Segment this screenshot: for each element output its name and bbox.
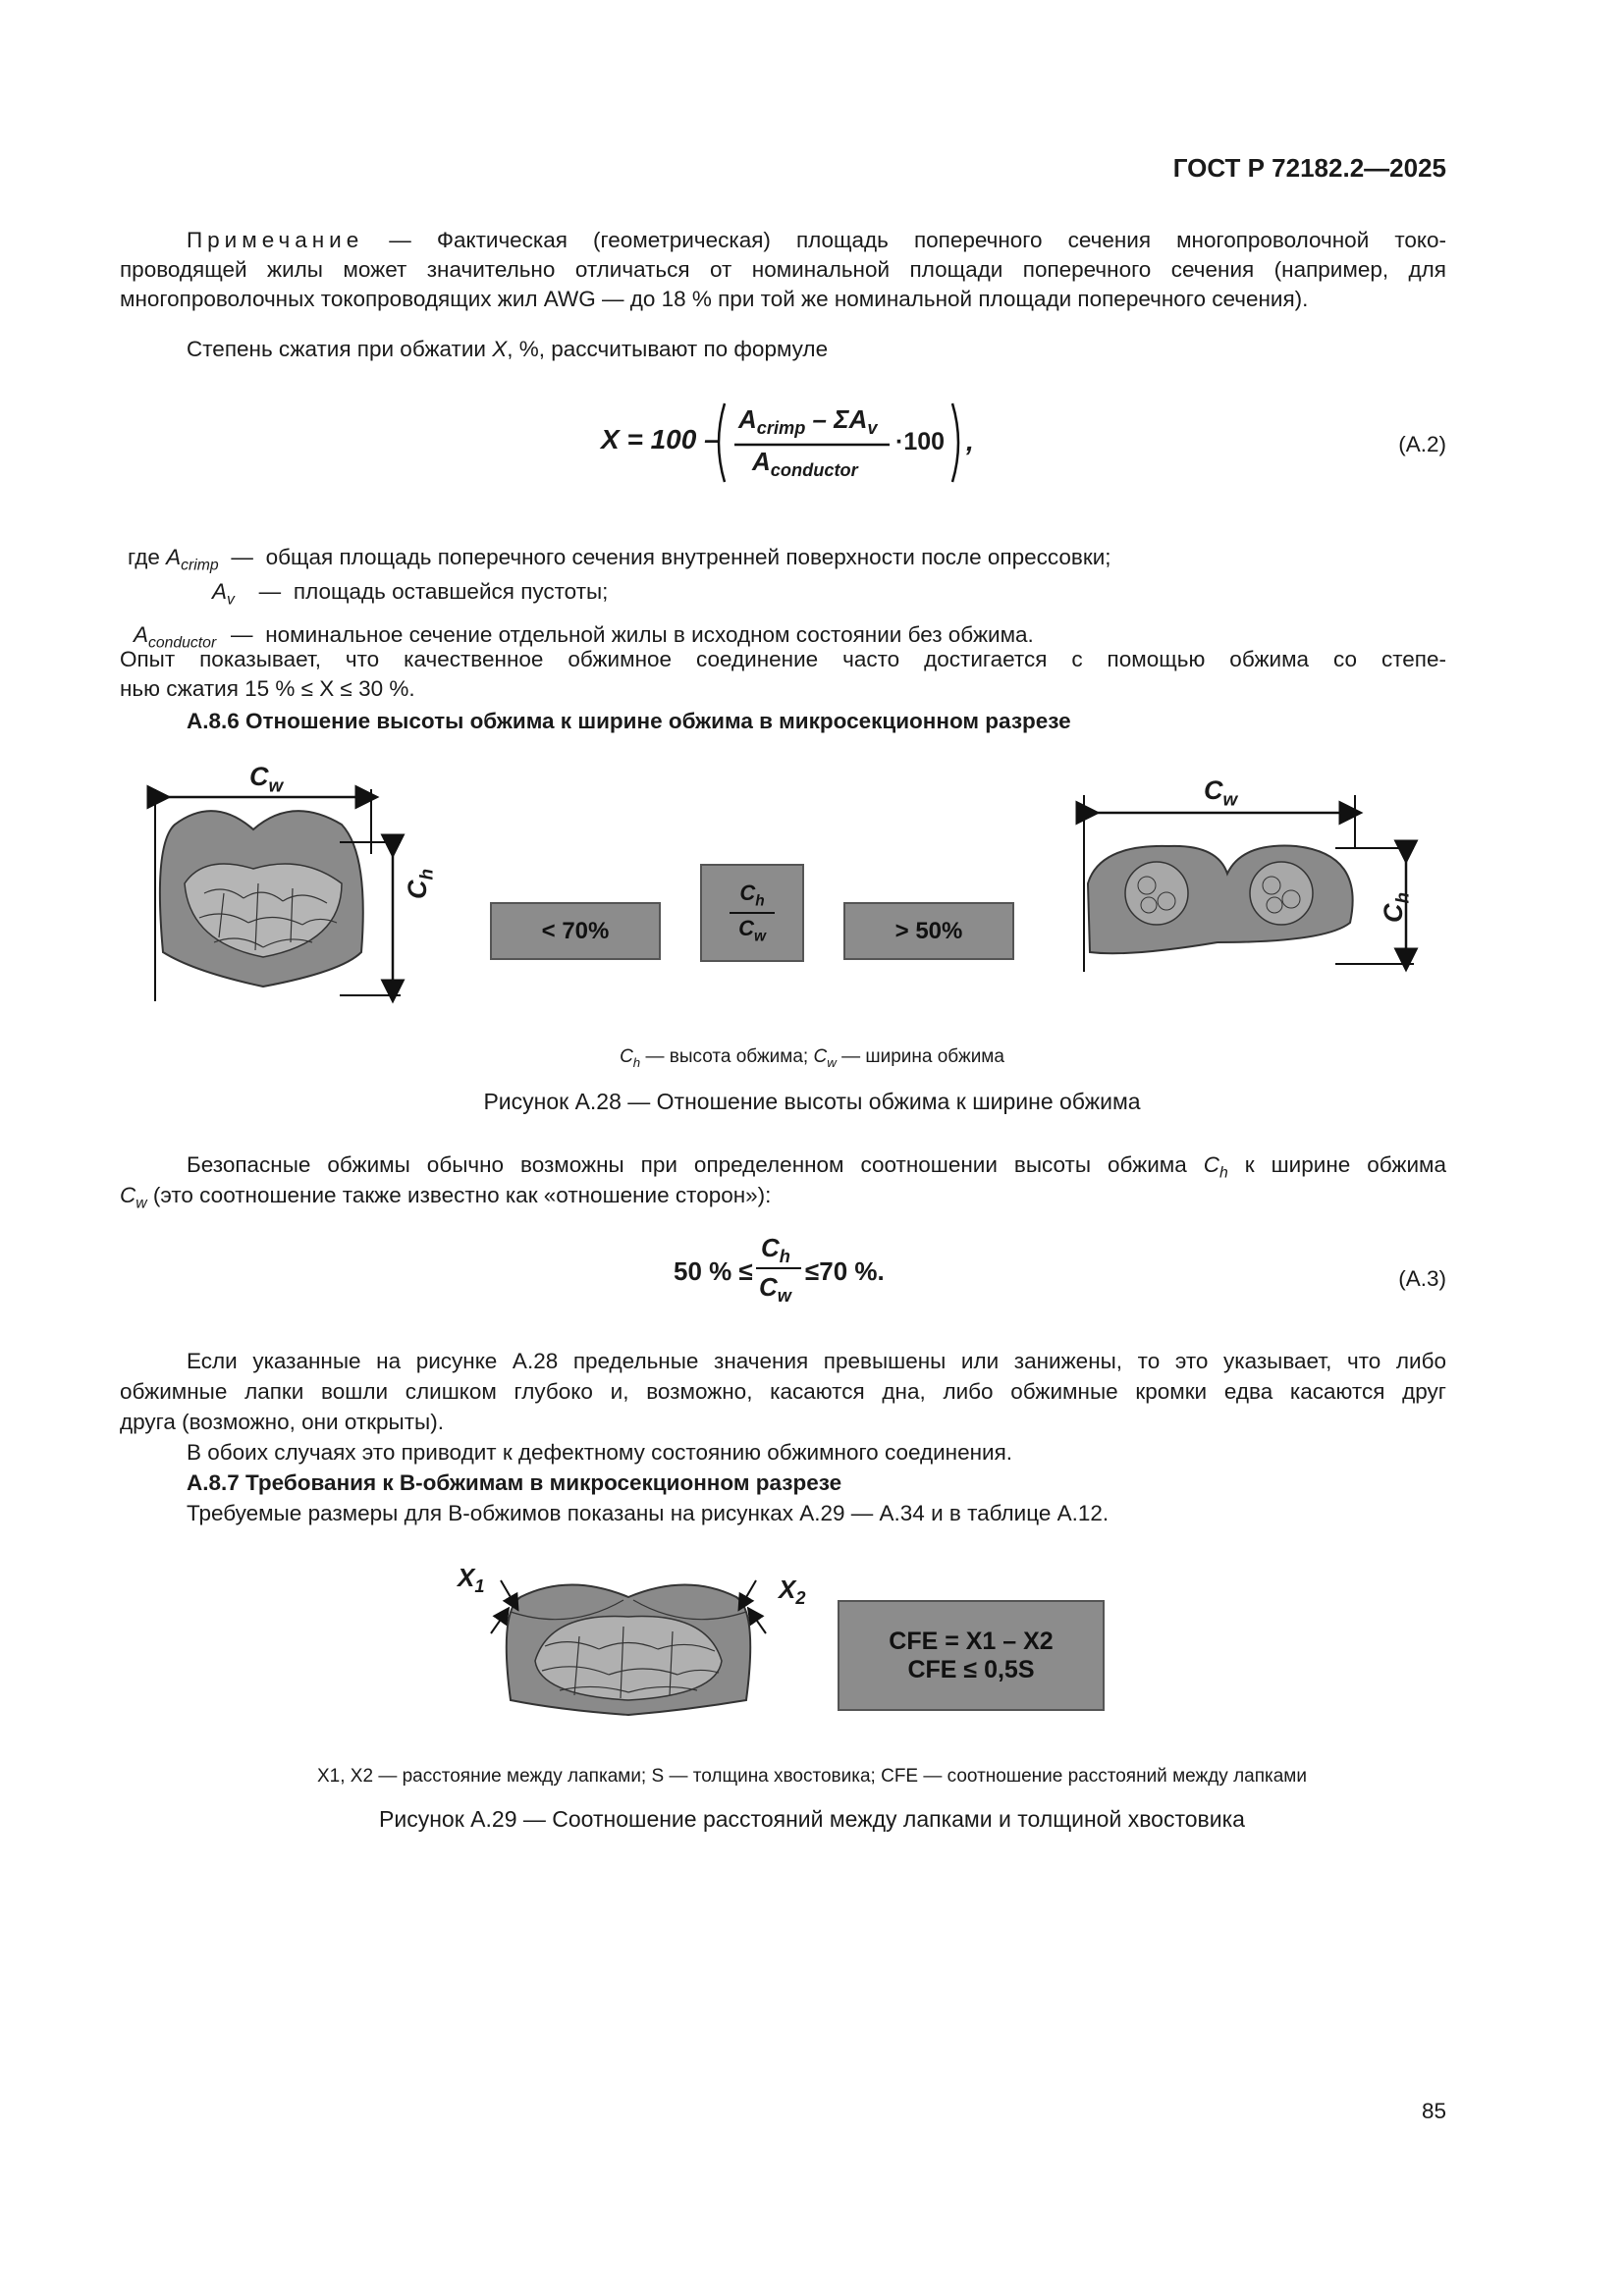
ratio-den-letter: C [738, 916, 754, 940]
formula-intro-text: Степень сжатия при обжатии [187, 337, 486, 361]
eq-a2-den-sub: conductor [770, 460, 858, 481]
note-text-1: — Фактическая (геометрическая) площадь поперечного сечения многопроволочной токо- [389, 228, 1446, 252]
crimp-cross-section-left [145, 775, 577, 1011]
definition-dash: — [230, 622, 253, 647]
safe-ch-sub: h [1219, 1164, 1228, 1182]
cw-letter: C [249, 762, 269, 791]
definition-crimp [128, 543, 1111, 581]
ch-letter: C [403, 880, 432, 899]
definition-sym: A [166, 545, 182, 569]
ch-sub: h [416, 868, 438, 881]
definition-sub: v [227, 591, 235, 609]
safe-line-1-a: Безопасные обжимы обычно возможны при определенном соотношении высоты обжима [187, 1152, 1204, 1177]
definition-text: общая площадь поперечного сечения внутренней поверхности после опрессовки; [265, 545, 1111, 569]
ratio-num-letter: C [739, 880, 756, 905]
exceed-line-1: Если указанные на рисунке А.28 предельные значения превышены или занижены, то это указывает, что либо [187, 1349, 1446, 1373]
safe-ch: C [1203, 1152, 1220, 1177]
ratio-num-sub: h [755, 892, 765, 909]
ratio-den-sub: w [753, 928, 766, 945]
eq-a3-left: 50 % ≤ [674, 1256, 753, 1286]
formula-intro-var: X [492, 337, 508, 361]
note-line-3: многопроволочных токопроводящих жил AWG — до 18 % при той же номинальной площади поперечного сечения). [120, 287, 1309, 311]
definition-text: номинальное сечение отдельной жилы в исходном состоянии без обжима. [265, 622, 1034, 647]
ch-label-left [403, 869, 438, 899]
page-number: 85 [1421, 2099, 1446, 2123]
x2-sub: 2 [795, 1588, 806, 1609]
experience-line-1: Опыт показывает, что качественное обжимное соединение часто достигается с помощью обжима со степе- [120, 647, 1446, 671]
ch-letter: C [1379, 903, 1408, 923]
note-line-1 [120, 226, 1446, 255]
exceed-line-3: друга (возможно, они открыты). [120, 1410, 444, 1434]
eq-a3-number: (A.3) [1398, 1266, 1446, 1291]
experience-line-2: нью сжатия 15 % ≤ X ≤ 30 %. [120, 676, 415, 701]
figure-a28-caption: Рисунок А.28 — Отношение высоты обжима к ширине обжима [483, 1089, 1141, 1114]
cw-label-right [1204, 775, 1237, 811]
definition-dash: — [231, 545, 253, 569]
eq-a2-num-a-sub: crimp [756, 418, 806, 439]
x1-letter: X [458, 1563, 475, 1592]
definition-text: площадь оставшейся пустоты; [293, 579, 609, 604]
eq-a3-right: ≤70 %. [805, 1256, 885, 1286]
definition-sym: A [134, 622, 149, 647]
legend-cw: C [813, 1046, 828, 1067]
cw-label-left [249, 762, 283, 797]
eq-a2-num-v-sub: v [867, 418, 878, 439]
eq-a3-fraction-bar [756, 1267, 801, 1269]
b-crimp-cross-section [452, 1553, 805, 1730]
eq-a2-numerator [738, 404, 877, 439]
cfe-box [838, 1600, 1105, 1711]
formula-intro [187, 335, 828, 364]
ratio-box-less: < 70% [490, 902, 661, 960]
safe-cw-sub: w [135, 1195, 147, 1212]
definition-sym: A [212, 579, 228, 604]
note-line-2: проводящей жилы может значительно отличаться от номинальной площади поперечного сечения (например, для [120, 257, 1446, 282]
x1-label [458, 1563, 484, 1597]
eq-a3-den-letter: C [759, 1272, 778, 1302]
legend-ch: C [620, 1046, 633, 1067]
section-a86-title: А.8.6 Отношение высоты обжима к ширине обжима в микросекционном разрезе [187, 709, 1071, 733]
cw-sub: w [1222, 789, 1238, 811]
legend-ch-sub: h [632, 1054, 641, 1070]
eq-a3-den-sub: w [777, 1286, 791, 1307]
ratio-denominator [738, 916, 766, 945]
figure-a29-caption: Рисунок А.29 — Соотношение расстояний между лапками и толщиной хвостовика [379, 1806, 1245, 1832]
eq-a2-number: (A.2) [1398, 432, 1446, 456]
formula-intro-rest: , %, рассчитывают по формуле [507, 337, 829, 361]
eq-a2-lhs: X = 100 – [601, 424, 720, 454]
ch-label-right [1379, 892, 1414, 923]
safe-line-2 [120, 1181, 771, 1219]
exceed-line-2: обжимные лапки вошли слишком глубоко и, возможно, касаются дна, либо обжимные кромки едва касаются друг [120, 1379, 1446, 1404]
safe-line-2-rest: (это соотношение также известно как «отношение сторон»): [146, 1183, 772, 1207]
eq-a3-den [759, 1272, 791, 1307]
eq-a2-num-minus: – ΣA [805, 404, 868, 434]
definition-sub: conductor [148, 634, 217, 652]
cfe-line-1: CFE = X1 – X2 [889, 1627, 1054, 1655]
ratio-box-greater: > 50% [843, 902, 1014, 960]
x2-letter: X [779, 1575, 796, 1604]
ratio-box-fraction [700, 864, 804, 962]
eq-a3-num-sub: h [779, 1247, 790, 1267]
ch-sub: h [1392, 891, 1414, 904]
eq-a2-comma: , [966, 426, 974, 456]
safe-cw: C [120, 1183, 136, 1207]
definition-prefix: где [128, 545, 160, 569]
definition-sub: crimp [181, 557, 219, 574]
exceed-line-4: В обоих случаях это приводит к дефектному состоянию обжимного соединения. [187, 1440, 1013, 1465]
section-a87-title: А.8.7 Требования к B-обжимам в микросекционном разрезе [187, 1470, 842, 1495]
eq-a2-den-a: A [752, 447, 771, 476]
x1-sub: 1 [474, 1576, 485, 1597]
ratio-numerator [739, 881, 764, 910]
eq-a2-factor: ·100 [895, 428, 946, 455]
note-label: Примечание [187, 228, 364, 252]
cfe-line-2: CFE ≤ 0,5S [907, 1655, 1035, 1683]
eq-a2-denominator [752, 447, 858, 481]
definition-void [212, 577, 608, 615]
crimp-cross-section-right [1070, 785, 1463, 982]
eq-a2-num-a: A [738, 404, 757, 434]
legend-ch-text: — высота обжима; [640, 1046, 814, 1067]
legend-cw-sub: w [827, 1054, 837, 1070]
safe-line-1-b: к ширине обжима [1227, 1152, 1446, 1177]
figure-a28-legend [0, 1046, 1624, 1070]
section-a87-text: Требуемые размеры для B-обжимов показаны на рисунках А.29 — А.34 и в таблице А.12. [187, 1501, 1110, 1525]
definition-dash: — [258, 579, 282, 604]
legend-cw-text: — ширина обжима [836, 1046, 1004, 1067]
figure-a29-legend: X1, X2 — расстояние между лапками; S — толщина хвостовика; CFE — соотношение расстояний между лапками [317, 1766, 1307, 1787]
document-code: ГОСТ Р 72182.2—2025 [1172, 153, 1446, 183]
ratio-fraction-bar [730, 912, 775, 914]
cw-letter: C [1204, 775, 1223, 805]
cw-sub: w [268, 775, 284, 797]
eq-a3-num-letter: C [761, 1233, 780, 1262]
eq-a3-num [761, 1233, 790, 1267]
x2-label [779, 1575, 805, 1609]
